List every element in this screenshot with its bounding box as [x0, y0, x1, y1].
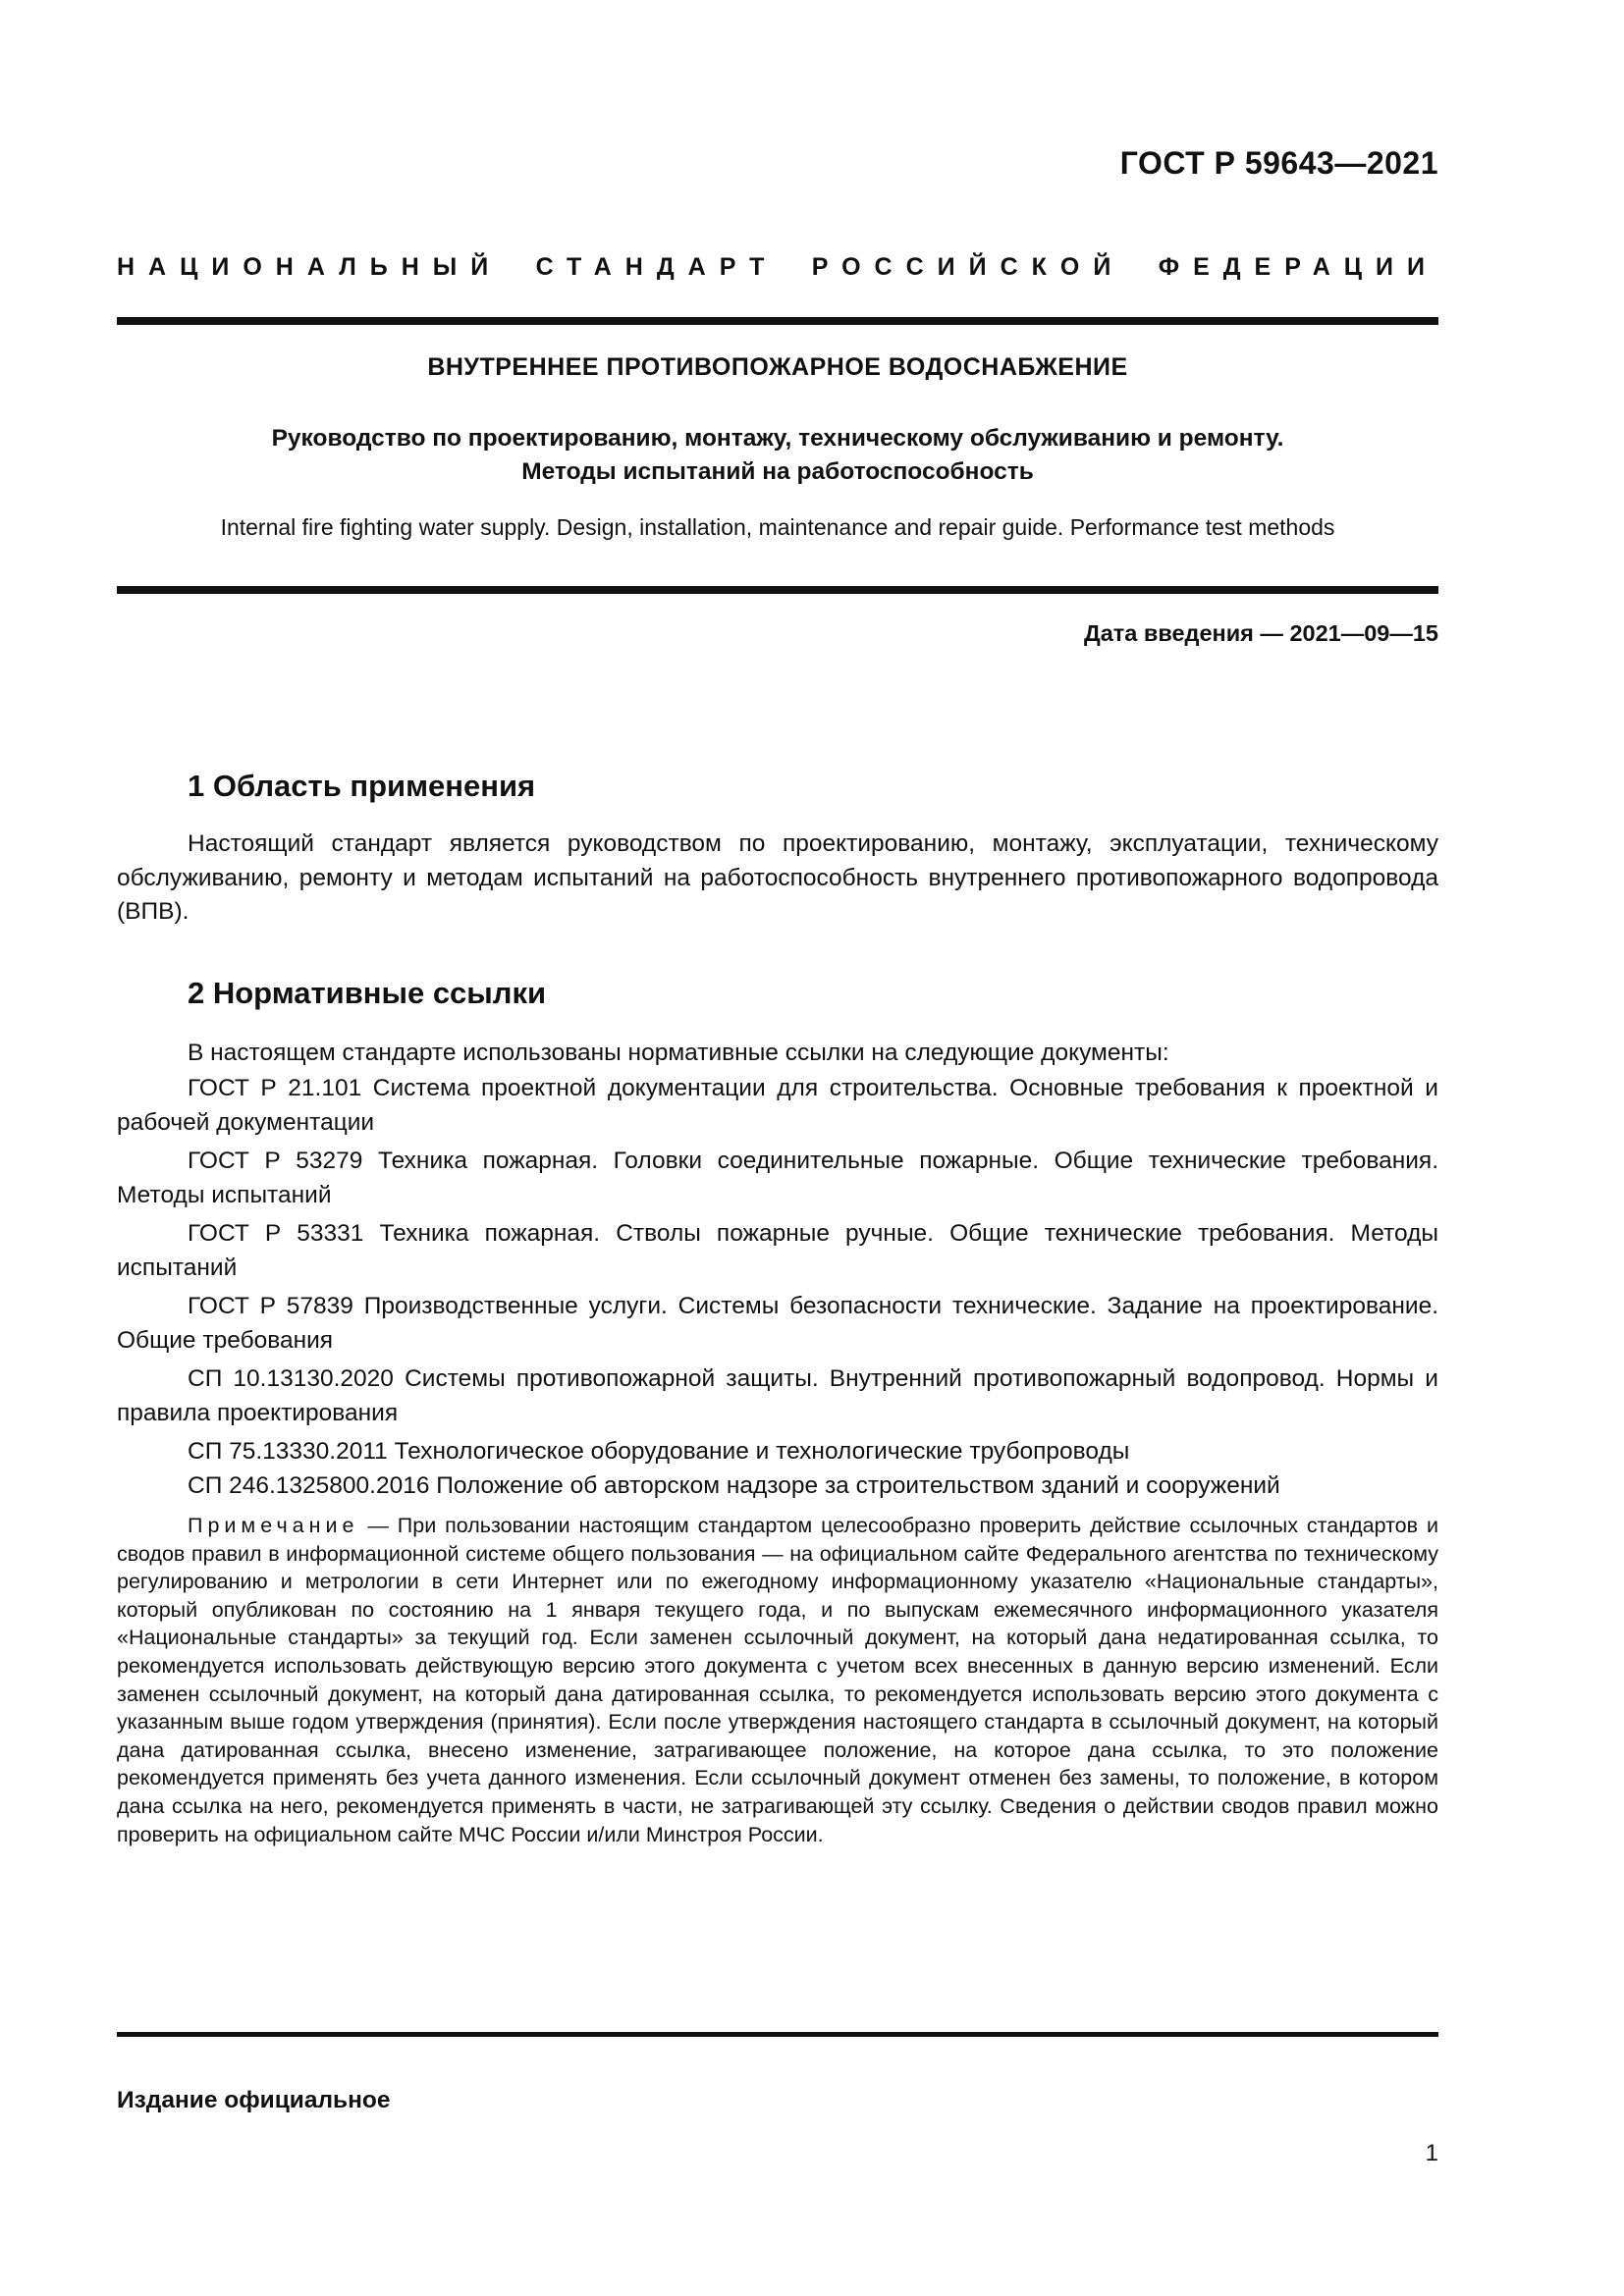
reference-item: СП 10.13130.2020 Системы противопожарной защиты. Внутренний противопожарный водопровод. Нормы и правила проектирования [117, 1365, 1438, 1426]
introduction-date: Дата введения — 2021—09—15 [1083, 620, 1438, 646]
references-note [117, 1512, 1438, 1848]
reference-item: ГОСТ Р 21.101 Система проектной документации для строительства. Основные требования к проектной и рабочей документации [117, 1075, 1438, 1136]
footer-divider [117, 2032, 1438, 2037]
caption-word: СТАНДАРТ [535, 253, 779, 281]
caption-word: НАЦИОНАЛЬНЫЙ [117, 253, 503, 281]
header-divider [117, 317, 1438, 325]
section-heading-scope: 1 Область применения [188, 769, 536, 803]
caption-word: ФЕДЕРАЦИИ [1158, 253, 1438, 281]
page-number: 1 [1425, 2140, 1438, 2166]
scope-paragraph: Настоящий стандарт является руководством по проектированию, монтажу, эксплуатации, техническому обслуживанию, ремонту и методам испытаний на работоспособность внутреннего противопожарного водопровода (ВПВ). [117, 830, 1438, 925]
document-title: ВНУТРЕННЕЕ ПРОТИВОПОЖАРНОЕ ВОДОСНАБЖЕНИЕ [427, 353, 1128, 381]
note-label: Примечание [188, 1514, 359, 1537]
document-title-english: Internal fire fighting water supply. Design, installation, maintenance and repair guide. Performance test methods [220, 514, 1335, 540]
standard-caption [117, 253, 1438, 282]
official-edition-label: Издание официальное [117, 2087, 391, 2113]
title-divider [117, 586, 1438, 594]
reference-item: ГОСТ Р 53331 Техника пожарная. Стволы пожарные ручные. Общие технические требования. Методы испытаний [117, 1220, 1438, 1281]
reference-item: ГОСТ Р 57839 Производственные услуги. Системы безопасности технические. Задание на проектирование. Общие требования [117, 1293, 1438, 1354]
reference-item: СП 75.13330.2011 Технологическое оборудование и технологические трубопроводы [188, 1438, 1130, 1465]
references-intro: В настоящем стандарте использованы нормативные ссылки на следующие документы: [188, 1040, 1169, 1066]
reference-item: ГОСТ Р 53279 Техника пожарная. Головки соединительные пожарные. Общие технические требования. Методы испытаний [117, 1148, 1438, 1208]
section-heading-references: 2 Нормативные ссылки [188, 976, 547, 1010]
note-text: — При пользовании настоящим стандартом целесообразно проверить действие ссылочных стандартов и сводов правил в информационной системе общего пользования — на официальном сайте Федерального агентства по техническому регулированию и метрологии в сети Интернет или по ежегодному информационному указателю «Национальные стандарты», который опубликован по состоянию на 1 января текущего года, и по выпускам ежемесячного информационного указателя «Национальные стандарты» за текущий год. Если заменен ссылочный документ, на который дана недатированная ссылка, то рекомендуется использовать действующую версию этого документа с учетом всех внесенных в данную версию изменений. Если заменен ссылочный документ, на который дана датированная ссылка, то рекомендуется использовать версию этого документа с указанным выше годом утверждения (принятия). Если после утверждения настоящего стандарта в ссылочный документ, на который дана датированная ссылка, внесено изменение, затрагивающее положение, на которое дана ссылка, то это положение рекомендуется применять без учета данного изменения. Если ссылочный документ отменен без замены, то положение, в котором дана ссылка на него, рекомендуется применять в части, не затрагивающей эту ссылку. Сведения о действии сводов правил можно проверить на официальном сайте МЧС России и/или Минстроя России. [117, 1514, 1438, 1846]
reference-item: СП 246.1325800.2016 Положение об авторском надзоре за строительством зданий и сооружений [188, 1472, 1280, 1499]
subtitle-line: Методы испытаний на работоспособность [521, 458, 1034, 485]
caption-word: РОССИЙСКОЙ [811, 253, 1125, 281]
document-number: ГОСТ Р 59643—2021 [1119, 145, 1438, 181]
document-subtitle [117, 422, 1438, 489]
subtitle-line: Руководство по проектированию, монтажу, техническому обслуживанию и ремонту. [271, 425, 1284, 452]
